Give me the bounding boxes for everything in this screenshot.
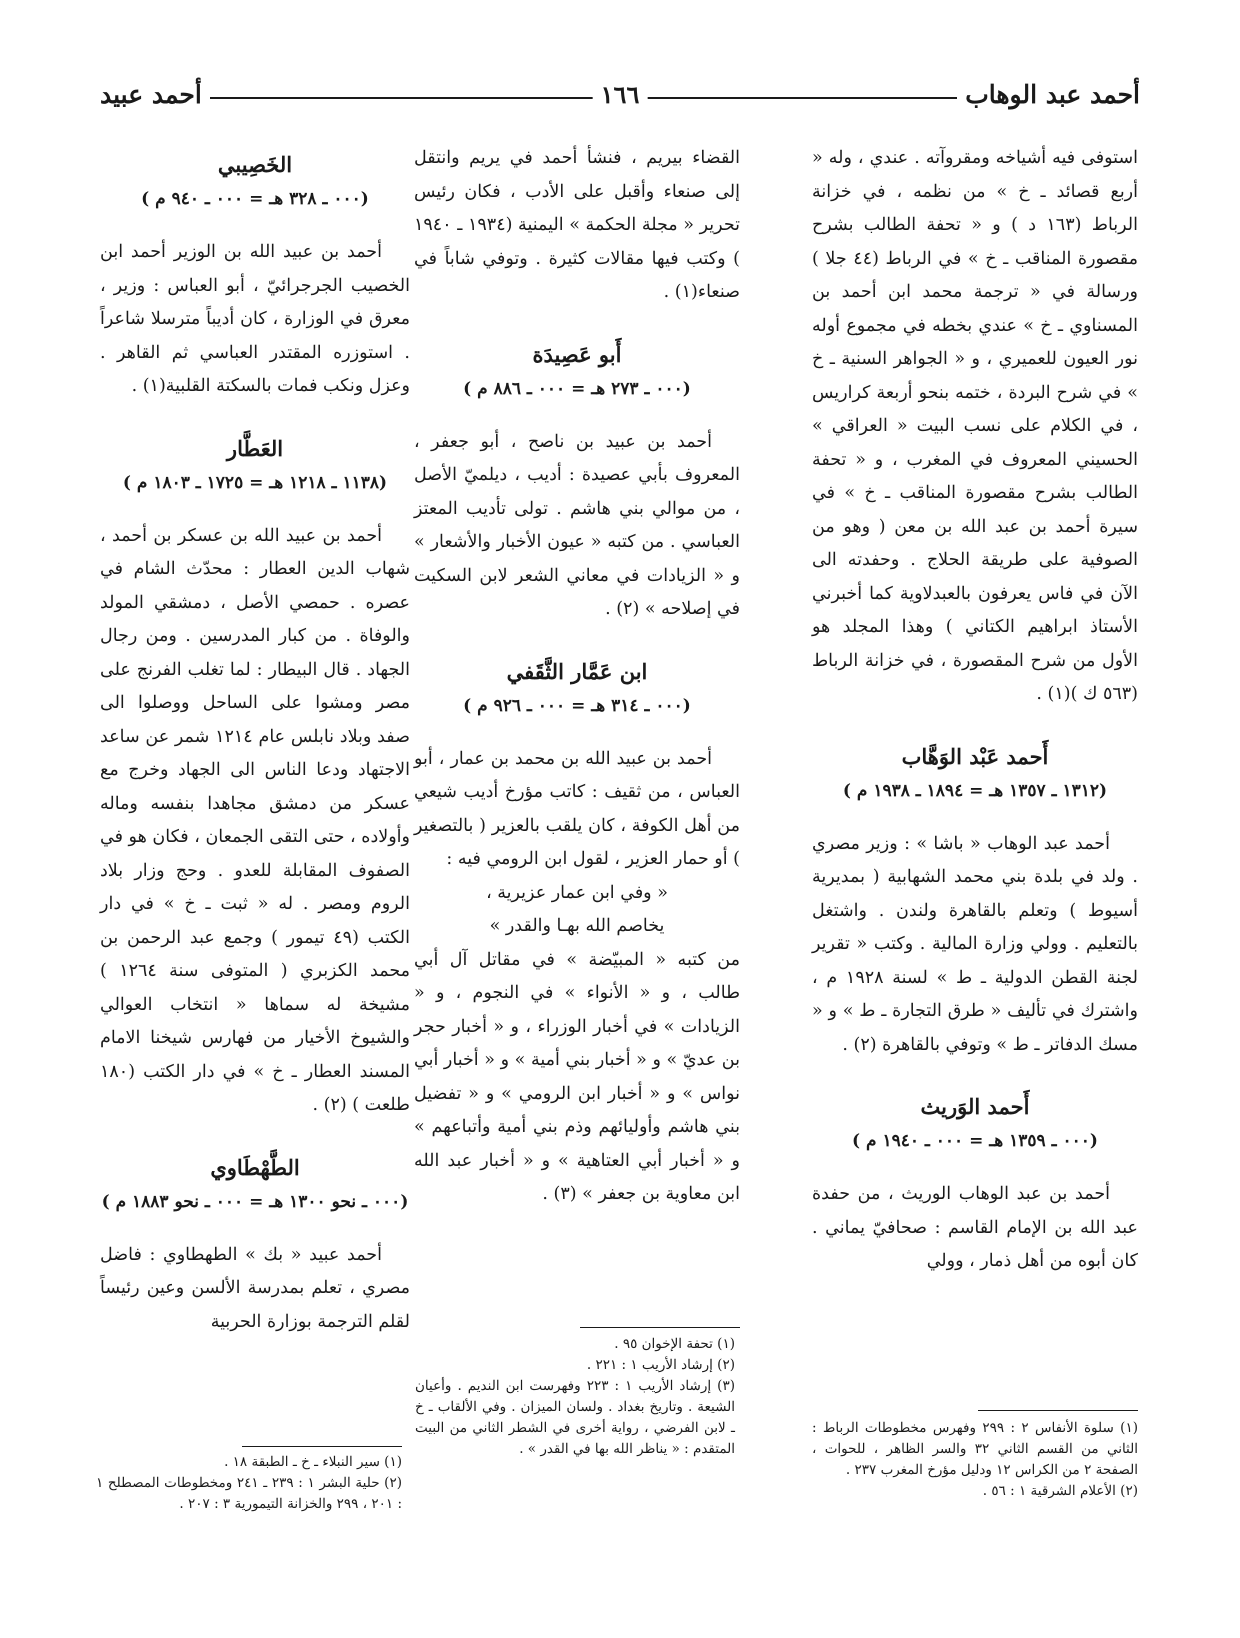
column-right	[812, 142, 1138, 1279]
entry-title: أَبو عَصِيدَة	[532, 341, 622, 367]
entry-dates: (٠٠٠ ـ ٣١٤ هـ = ٠٠٠ ـ ٩٢٦ م )	[463, 695, 691, 716]
entry-text: أحمد بن عبيد الله بن محمد بن عمار ، أبو العباس ، من ثقيف : كاتب مؤرخ أديب شيعي من أهل الكوفة ، كان يلقب بالعزير ( بالتصغير ) أو حمار العزير ، لقول ابن الرومي فيه :	[414, 748, 740, 869]
entry-text: أحمد بن عبيد الله بن الوزير أحمد ابن الخصيب الجرجرائيّ ، أبو العباس : وزير ، معرق في الوزارة ، كان أديباً مترسلا شاعراً . استوزره المقتدر العباسي ثم القاهر . وعزل ونكب فمات بالسكتة القلبية(١) .	[100, 242, 410, 396]
footnote: (١) سير النبلاء ـ خ ـ الطبقة ١٨ .	[224, 1454, 402, 1470]
entry-dates: (٠٠٠ ـ ٣٢٨ هـ = ٠٠٠ ـ ٩٤٠ م )	[141, 189, 369, 209]
verse-line: يخاصم الله بهـا والقدر »	[489, 916, 665, 936]
entry-text: أحمد بن عبيد الله بن عسكر بن أحمد ، شهاب الدين العطار : محدّث الشام في عصره . حمصي الأصل ، دمشقي المولد والوفاة . من كبار المدرسين . ومن رجال الجهاد . قال البيطار : لما تغلب الفرنج على مصر ومشوا على الساحل ووصلوا الى صفد وبلاد نابلس عام ١٢١٤ شمر عن ساعد الاجتهاد ودعا الناس الى الجهاد وخرج مع عسكر من دمشق مجاهدا بنفسه وماله وأولاده ، حتى التقى الجمعان ، فكان هو في الصفوف المقابلة للعدو . وحج وزار بلاد الروم ومصر . له « ثبت ـ خ » في دار الكتب (٤٩ تيمور ) وجمع عبد الرحمن بن محمد الكزبري ( المتوفى سنة ١٢٦٤ ) مشيخة له سماها « انتخاب العوالي والشيوخ الأخيار من فهارس شيخنا الامام المسند العطار ـ خ » في دار الكتب (١٨٠ طلعت ) (٢) .	[100, 525, 411, 1115]
page-header	[92, 78, 1148, 118]
entry-text: أحمد بن عبيد بن ناصح ، أبو جعفر ، المعروف بأبي عصيدة : أديب ، ديلميّ الأصل ، من موالي بني هاشم . تولى تأديب المعتز العباسي . من كتبه « عيون الأخبار والأشعار » و « الزيادات في معاني الشعر لابن السكيت في إصلاحه » (٢) .	[414, 431, 740, 619]
column-left	[100, 142, 410, 1339]
running-title-left: أحمد عبيد	[92, 78, 210, 112]
footnotes-left	[96, 1452, 402, 1515]
entry-title: الطَّهْطَاوي	[210, 1154, 300, 1180]
column-middle	[414, 142, 740, 1212]
entry-title: ابن عَمَّار الثَّقَفي	[506, 658, 648, 684]
footnotes-right	[812, 1418, 1138, 1502]
continued-paragraph: القضاء بيريم ، فنشأ أحمد في يريم وانتقل إلى صنعاء وأقبل على الأدب ، فكان رئيس تحرير « مجلة الحكمة » اليمنية (١٩٣٤ ـ ١٩٤٠ ) وكتب فيها مقالات كثيرة . وتوفي شاباً في صنعاء(١) .	[414, 148, 740, 302]
entry-text: أحمد عبد الوهاب « باشا » : وزير مصري . ولد في بلدة بني محمد الشهابية ( بمديرية أسيوط ) وتعلم بالقاهرة ولندن . واشتغل بالتعليم . وولي وزارة المالية . وكتب « تقرير لجنة القطن الدولية ـ ط » لسنة ١٩٢٨ م ، واشترك في تأليف « طرق التجارة ـ ط » و « مسك الدفاتر ـ ط » وتوفي بالقاهرة (٢) .	[812, 833, 1139, 1055]
footnote: (١) تحفة الإخوان ٩٥ .	[614, 1336, 735, 1352]
footnote-rule	[242, 1446, 402, 1447]
entry-dates: (١٣١٢ ـ ١٣٥٧ هـ = ١٨٩٤ ـ ١٩٣٨ م )	[842, 780, 1108, 801]
continued-paragraph: استوفى فيه أشياخه ومقروآته . عندي ، وله « أربع قصائد ـ خ » من نظمه ، في خزانة الرباط (١٦٣ د ) و « تحفة الطالب بشرح مقصورة المناقب ـ خ » في الرباط (٤٤ جلا ) ورسالة في « ترجمة محمد ابن أحمد بن المسناوي ـ خ » عندي بخطه في مجموع أوله نور العيون للعميري ، و « الجواهر السنية ـ خ » في شرح البردة ، ختمه بنحو أربعة كراريس ، في الكلام على نسب البيت « العراقي » الحسيني المعروف في المغرب ، و « تحفة الطالب بشرح مقصورة المناقب ـ خ » في سيرة أحمد بن عبد الله بن معن ( وهو من الصوفية على طريقة الحلاج . وحفدته الى الآن في فاس يعرفون بالعبدلاوية كما أخبرني الأستاذ ابراهيم الكتاني ) وهذا المجلد هو الأول من شرح المقصورة ، في خزانة الرباط (٥٦٣ ك )(١) .	[812, 148, 1138, 704]
footnote: (٢) الأعلام الشرقية ١ : ٥٦ .	[982, 1483, 1138, 1499]
entry-dates: (٠٠٠ ـ ١٣٥٩ هـ = ٠٠٠ ـ ١٩٤٠ م )	[852, 1131, 1098, 1151]
entry-title: الخَصِيبي	[217, 152, 293, 177]
entry-text-continued: من كتبه « المبيّضة » في مقاتل آل أبي طالب ، و « الأنواء » في النجوم ، و « الزيادات » في أخبار الوزراء ، و « أخبار حجر بن عديّ » و « أخبار بني أمية » و « أخبار أبي نواس » و « أخبار ابن الرومي » و « تفضيل بني هاشم وأوليائهم وذم بني أمية وأتباعهم » و « أخبار أبي العتاهية » و « أخبار عبد الله ابن معاوية بن جعفر » (٣) .	[414, 949, 740, 1204]
entry-title: أَحمد عَبْد الوَهَّاب	[901, 743, 1049, 769]
footnote: (٢) حلية البشر ١ : ٢٣٩ ـ ٢٤١ ومخطوطات المصطلح ١ : ٢٠١ ، ٢٩٩ والخزانة التيمورية ٣ : ٢٠٧ .	[96, 1475, 402, 1512]
entry-dates: (٠٠٠ ـ نحو ١٣٠٠ هـ = ٠٠٠ ـ نحو ١٨٨٣ م )	[101, 1191, 409, 1212]
entry-title: أَحمد الوَريث	[920, 1094, 1030, 1119]
entry-dates: (١١٣٨ ـ ١٢١٨ هـ = ١٧٢٥ ـ ١٨٠٣ م )	[122, 472, 388, 493]
verse-line: « وفي ابن عمار عزيرية ،	[486, 882, 668, 903]
running-title-right: أحمد عبد الوهاب	[957, 78, 1148, 112]
footnote: (٢) إرشاد الأريب ١ : ٢٢١ .	[586, 1357, 735, 1373]
entry-text: أحمد عبيد « بك » الطهطاوي : فاضل مصري ، تعلم بمدرسة الألسن وعين رئيساً لقلم الترجمة بوزارة الحربية	[100, 1244, 410, 1332]
footnotes-middle	[415, 1334, 735, 1460]
footnote: (١) سلوة الأنفاس ٢ : ٢٩٩ وفهرس مخطوطات الرباط : الثاني من القسم الثاني ٣٢ والسر الظاهر ، للحوات ، الصفحة ٢ من الكراس ١٢ ودليل مؤرخ المغرب ٢٣٧ .	[812, 1420, 1138, 1478]
footnote: (٣) إرشاد الأريب ١ : ٢٢٣ وفهرست ابن النديم . وأعيان الشيعة . وتاريخ بغداد . ولسان الميزان . وفي الألقاب ـ خ ـ لابن الفرضي ، رواية أخرى في الشطر الثاني من البيت المتقدم : « يناظر الله بها في القدر » .	[415, 1378, 735, 1457]
entry-title: العَطَّار	[226, 435, 284, 461]
entry-dates: (٠٠٠ ـ ٢٧٣ هـ = ٠٠٠ ـ ٨٨٦ م )	[463, 378, 691, 399]
entry-text: أحمد بن عبد الوهاب الوريث ، من حفدة عبد الله بن الإمام القاسم : صحافيّ يماني . كان أبوه من أهل ذمار ، وولي	[812, 1184, 1138, 1271]
footnote-rule	[580, 1327, 740, 1328]
footnote-rule	[978, 1410, 1138, 1411]
page-number: ١٦٦	[593, 78, 648, 112]
